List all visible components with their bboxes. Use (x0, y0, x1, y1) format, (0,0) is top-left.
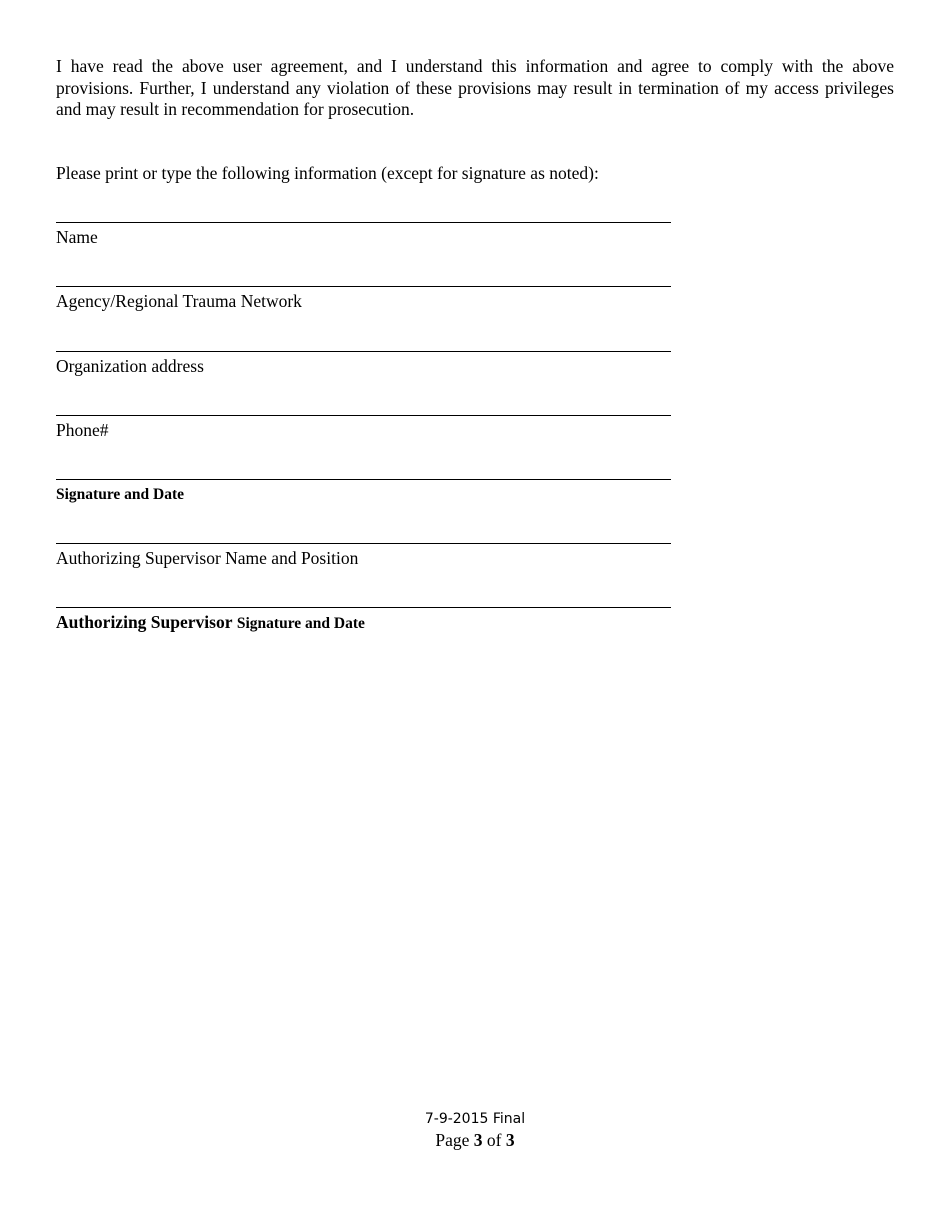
agency-field[interactable] (56, 286, 671, 312)
address-label: Organization address (56, 356, 204, 376)
supervisor-name-field[interactable] (56, 543, 671, 569)
phone-field[interactable] (56, 415, 671, 441)
signature-label: Signature and Date (56, 486, 185, 503)
page-footer (0, 1110, 950, 1151)
supervisor-signature-field[interactable] (56, 607, 671, 634)
of-word: of (486, 1130, 502, 1150)
version-text: 7-9-2015 Final (424, 1111, 526, 1127)
phone-signature-line[interactable] (56, 415, 671, 416)
agency-label: Agency/Regional Trauma Network (56, 291, 302, 311)
agency-signature-line[interactable] (56, 286, 671, 287)
supervisor-signature-label-part2: Signature and Date (236, 615, 365, 632)
address-field[interactable] (56, 351, 671, 377)
supervisor-name-line[interactable] (56, 543, 671, 544)
supervisor-name-label: Authorizing Supervisor Name and Position (56, 548, 359, 568)
address-signature-line[interactable] (56, 351, 671, 352)
page-word: Page (435, 1130, 470, 1150)
supervisor-signature-line[interactable] (56, 607, 671, 608)
name-label: Name (56, 227, 98, 247)
instruction-text: Please print or type the following information (except for signature as noted): (56, 163, 599, 183)
phone-label: Phone# (56, 420, 109, 440)
name-signature-line[interactable] (56, 222, 671, 223)
current-page: 3 (473, 1130, 483, 1150)
supervisor-signature-label (56, 612, 671, 634)
signature-line[interactable] (56, 479, 671, 480)
page-number (0, 1129, 950, 1151)
name-field[interactable] (56, 222, 671, 248)
signature-field[interactable] (56, 479, 671, 505)
total-pages: 3 (505, 1130, 515, 1150)
agreement-paragraph: I have read the above user agreement, and I understand this information and agree to comply with the above provisions. Further, I understand any violation of these provisions may result in termination of my access privileges and may result in recommendation for prosecution. (56, 56, 894, 119)
supervisor-signature-label-part1: Authorizing Supervisor (56, 612, 233, 632)
